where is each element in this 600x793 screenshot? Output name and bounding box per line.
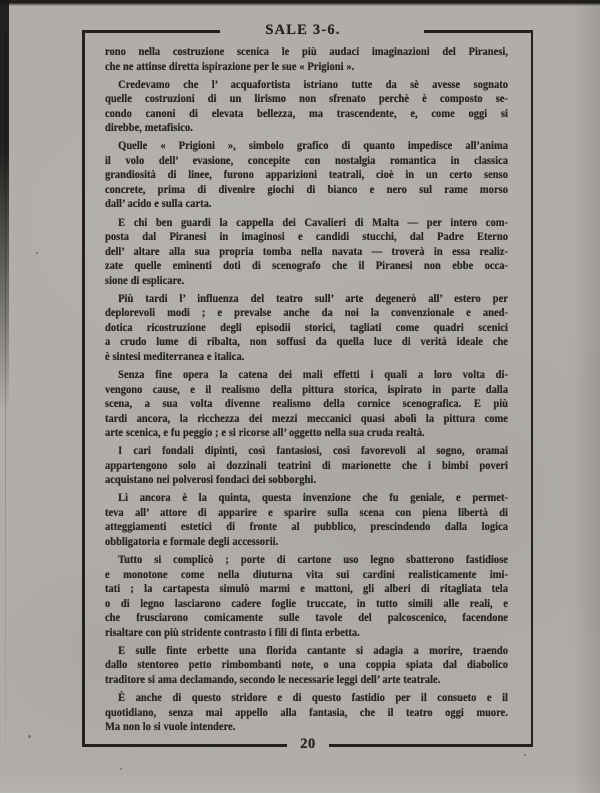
text-line: è sintesi mediterranea e italica. — [105, 348, 245, 363]
text-line: obbligatoria e formale degli accessorii. — [105, 534, 279, 548]
ink-speck — [120, 768, 122, 770]
ink-speck — [36, 252, 38, 254]
body-text — [105, 44, 508, 734]
text-line: grandiosità di linee, furono apparizioni teatrali, cioè in un certo senso — [105, 167, 508, 182]
text-line: direbbe, metafisico. — [105, 120, 193, 135]
text-line: Ma non lo si vuole intendere. — [105, 719, 236, 734]
ink-speck — [28, 735, 31, 738]
text-line: dell’ altare alla sua propria tomba nella navata — troverà in essa realiz- — [105, 243, 508, 258]
scan-edge-top-shadow — [0, 0, 600, 6]
paragraph — [105, 643, 508, 687]
text-line: deplorevoli modi ; e prevalse anche da noi la convenzionale e aned- — [105, 305, 508, 320]
text-line: Credevamo che l’ acquafortista istriano tutte da sè avesse sognato — [118, 76, 508, 91]
text-line: appartengono solo ai dozzinali teatrini di marionette che i bimbi poveri — [105, 457, 508, 472]
paragraph — [105, 367, 508, 440]
frame-border-bottom-left-segment — [82, 744, 287, 747]
frame-border-top-right-segment — [424, 30, 533, 33]
paragraph — [105, 138, 508, 211]
page-crease-line — [5, 30, 6, 750]
ink-speck — [524, 754, 526, 756]
text-line: E chi ben guardi la cappella dei Cavalieri di Malta — per intero com- — [118, 214, 508, 229]
paragraph — [105, 44, 508, 73]
text-line: atteggiamenti estetici di fronte al pubblico, prescindendo dalla logica — [105, 519, 508, 534]
text-line: I cari fondali dipinti, così fantasiosi, così favorevoli al sogno, oramai — [118, 443, 508, 458]
text-line: sione di esplicare. — [105, 272, 185, 287]
text-line: E sulle finte erbette una florida cantante si adagia a morire, traendo — [118, 642, 508, 657]
text-line: il volo dell’ evasione, concepite con nostalgia romantica in classica — [105, 152, 508, 167]
text-line: e monotone come nella diuturna vita sui cardini realisticamente imi- — [105, 566, 508, 581]
text-line: dall’ acido e sulla carta. — [105, 196, 212, 211]
scan-right-shading — [572, 0, 600, 793]
scan-bottom-shading — [0, 773, 600, 793]
text-line: Tutto si complicò ; porte di cartone uso legno sbatterono fastidiose — [118, 552, 508, 567]
text-line: Più tardi l’ influenza del teatro sull’ arte degenerò all’ estero per — [118, 290, 508, 305]
frame-border-left — [82, 30, 85, 747]
text-line: tati ; la cartapesta simulò marmi e mattoni, gli alberi di ritagliata tela — [105, 581, 508, 596]
text-line: risaltare con più stridente contrasto i fili di finta erbetta. — [105, 624, 360, 639]
text-line: Lì ancora è la quinta, questa invenzione che fu geniale, e permet- — [118, 490, 508, 505]
text-line: condo canoni di elevata bellezza, ma trascendente, e, come oggi si — [105, 105, 508, 120]
text-line: rono nella costruzione scenica le più audaci imaginazioni del Piranesi, — [105, 44, 508, 58]
text-line: dallo stentoreo petto rimbombanti note, o una coppia spiata dal diabolico — [105, 657, 508, 672]
paragraph — [105, 490, 508, 548]
paragraph — [105, 77, 508, 135]
page-number: 20 — [300, 736, 316, 752]
paragraph — [105, 291, 508, 364]
text-line: È anche di questo stridore e di questo fastidio per il consueto e il — [118, 689, 508, 704]
text-line: acquistano nei polverosi fondaci dei sobborghi. — [105, 472, 316, 487]
text-line: Senza fine opera la catena dei mali effetti i quali a loro volta di- — [118, 366, 508, 381]
frame-border-bottom-right-segment — [329, 744, 533, 747]
running-head-title: SALE 3-6. — [265, 22, 341, 38]
paragraph — [105, 690, 508, 734]
text-line: quotidiano, senza mai appello alla fantasia, che il teatro oggi muore. — [105, 704, 508, 719]
text-line: arte scenica, e fu peggio ; e si ricorse all’ oggetto nella sua cruda realtà. — [105, 425, 425, 440]
text-line: quelle costruzioni di un lirismo non sfrenato perchè è composto se- — [105, 91, 508, 106]
paragraph — [105, 443, 508, 487]
text-line: o di legno lasciarono cadere foglie truccate, in tutto simili alle reali, e — [105, 595, 508, 610]
paragraph — [105, 215, 508, 288]
text-line: traditore si ama declamando, secondo le necessarie leggi dell’ arte teatrale. — [105, 671, 441, 686]
paragraph — [105, 552, 508, 639]
text-line: zate quelle eminenti doti di scenografo che il Piranesi non ebbe occa- — [105, 258, 508, 273]
text-line: Quelle « Prigioni », simbolo grafico di quanto impedisce all’anima — [118, 138, 508, 153]
text-line: a crudo lume di ribalta, non soffusi da quella luce di verità ideale che — [105, 334, 508, 349]
frame-border-top-left-segment — [82, 30, 220, 33]
text-line: che frusciarono comicamente sulle tavole del palcoscenico, facendone — [105, 610, 508, 625]
text-line: posta dal Piranesi in imaginosi e candidi stucchi, dal Padre Eterno — [105, 229, 508, 244]
text-line: dotica ricostruzione degli episodii storici, tagliati come quadri scenici — [105, 319, 508, 334]
text-line: vengono cause, e il realismo della pittura storica, ispirato in parte dalla — [105, 381, 508, 396]
text-line: tardi ancora, la ricchezza dei mezzi meccanici quasi abolì la pittura come — [105, 410, 508, 425]
frame-border-right — [531, 30, 534, 747]
text-line: concrete, prima di divenire giochi di bianco e nero sul rame morso — [105, 181, 508, 196]
text-line: scena, a sua volta divenne realismo della cornice scenografica. E più — [105, 396, 508, 411]
text-line: che ne attinse diretta ispirazione per le sue « Prigioni ». — [105, 58, 355, 73]
text-line: teva all’ attore di apparire e sparire sulla scena con piena libertà di — [105, 504, 508, 519]
